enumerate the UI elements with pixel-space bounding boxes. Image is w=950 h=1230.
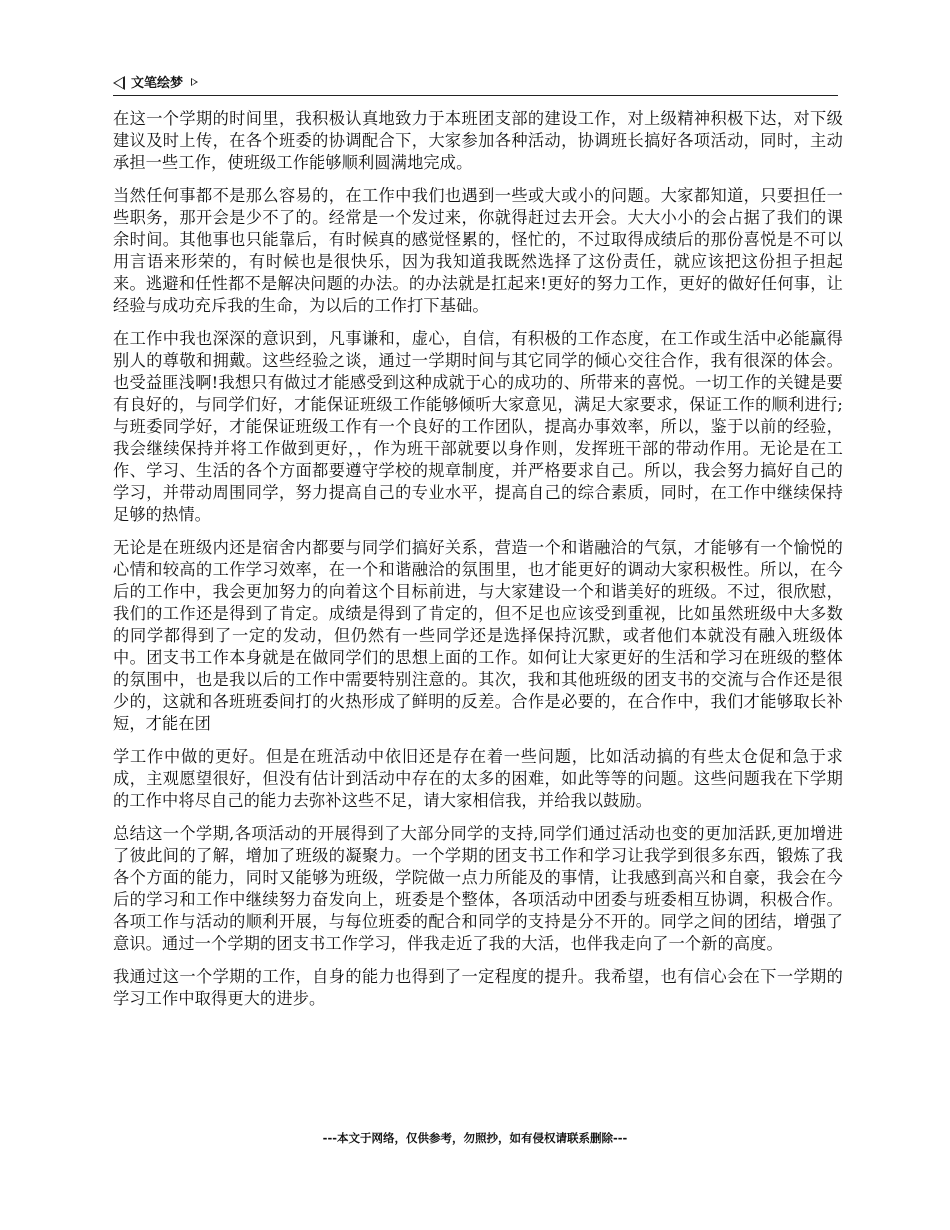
brand — [113, 76, 198, 90]
paragraph: 在工作中我也深深的意识到，凡事谦和，虚心，自信，有积极的工作态度，在工作或生活中必能赢得别人的尊敬和拥戴。这些经验之谈，通过一学期时间与其它同学的倾心交往合作，我有很深的体会。也受益匪浅啊!我想只有做过才能感受到这种成就于心的成功的、所带来的喜悦。一切工作的关键是要有良好的，与同学们好，才能保证班级工作能够倾听大家意见，满足大家要求，保证工作的顺利进行;与班委同学好，才能保证班级工作有一个良好的工作团队，提高办事效率，所以，鉴于以前的经验，我会继续保持并将工作做到更好，，作为班干部就要以身作则，发挥班干部的带动作用。无论是在工作、学习、生活的各个方面都要遵守学校的规章制度，并严格要求自己。所以，我会努力搞好自己的学习，并带动周围同学，努力提高自己的专业水平，提高自己的综合素质，同时，在工作中继续保持足够的热情。 — [113, 329, 843, 524]
footer-notice: ---本文于网络，仅供参考，勿照抄，如有侵权请联系删除--- — [322, 1131, 628, 1145]
triangle-left-icon — [113, 76, 125, 90]
paragraph: 总结这一个学期,各项活动的开展得到了大部分同学的支持,同学们通过活动也变的更加活跃,更加增进了彼此间的了解，增加了班级的凝聚力。一个学期的团支书工作和学习让我学到很多东西，锻炼了我各个方面的能力，同时又能够为班级，学院做一点力所能及的事情，让我感到高兴和自豪，我会在今后的学习和工作中继续努力奋发向上，班委是个整体，各项活动中团委与班委相互协调，积极合作。各项工作与活动的顺利开展，与每位班委的配合和同学的支持是分不开的。同学之间的团结，增强了意识。通过一个学期的团支书工作学习，伴我走近了我的大活，也伴我走向了一个新的高度。 — [113, 824, 843, 953]
brand-name: 文笔绘梦 — [131, 75, 184, 91]
paragraph: 在这一个学期的时间里，我积极认真地致力于本班团支部的建设工作，对上级精神积极下达，对下级建议及时上传，在各个班委的协调配合下，大家参加各种活动，协调班长搞好各项活动，同时，主动承担一些工作，使班级工作能够顺利圆满地完成。 — [113, 109, 843, 172]
paragraph: 当然任何事都不是那么容易的，在工作中我们也遇到一些或大或小的问题。大家都知道，只要担任一些职务，那开会是少不了的。经常是一个发过来，你就得赶过去开会。大大小小的会占据了我们的课余时间。其他事也只能靠后，有时候真的感觉怪累的，怪忙的，不过取得成绩后的那份喜悦是不可以用言语来形荣的，有时候也是很快乐，因为我知道我既然选择了这份责任，就应该把这份担子担起来。逃避和任性都不是解决问题的办法。的办法就是扛起来!更好的努力工作，更好的做好任何事，让经验与成功充斥我的生命，为以后的工作打下基础。 — [113, 186, 843, 315]
document-body — [113, 108, 843, 1021]
paragraph: 我通过这一个学期的工作，自身的能力也得到了一定程度的提升。我希望，也有信心会在下一学期的学习工作中取得更大的进步。 — [113, 967, 843, 1008]
triangle-right-icon — [191, 78, 198, 86]
paragraph: 无论是在班级内还是宿舍内都要与同学们搞好关系，营造一个和谐融洽的气氛，才能够有一个愉悦的心情和较高的工作学习效率，在一个和谐融洽的氛围里，也才能更好的调动大家积极性。所以，在今后的工作中，我会更加努力的向着这个目标前进，与大家建设一个和谐美好的班级。不过，很欣慰，我们的工作还是得到了肯定。成绩是得到了肯定的，但不足也应该受到重视，比如虽然班级中大多数的同学都得到了一定的发动，但仍然有一些同学还是选择保持沉默，或者他们本就没有融入班级体中。团支书工作本身就是在做同学们的思想上面的工作。如何让大家更好的生活和学习在班级的整体的氛围中，也是我以后的工作中需要特别注意的。其次，我和其他班级的团支书的交流与合作还是很少的，这就和各班班委间打的火热形成了鲜明的反差。合作是必要的，在合作中，我们才能够取长补短，才能在团 — [113, 538, 843, 733]
paragraph: 学工作中做的更好。但是在班活动中依旧还是存在着一些问题，比如活动搞的有些太仓促和急于求成，主观愿望很好，但没有估计到活动中存在的太多的困难，如此等等的问题。这些问题我在下学期的工作中将尽自己的能力去弥补这些不足，请大家相信我，并给我以鼓励。 — [113, 747, 843, 810]
page-header — [113, 71, 838, 96]
